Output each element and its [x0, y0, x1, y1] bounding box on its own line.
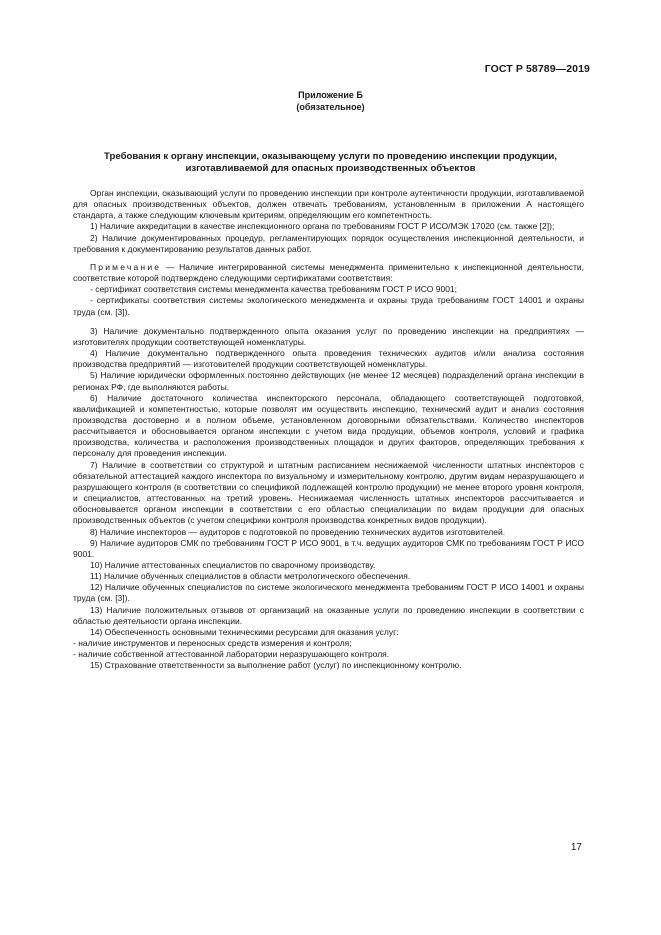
paragraph-15: 15) Страхование ответственности за выполнение работ (услуг) по инспекционному контролю.: [90, 660, 462, 671]
annex-heading: [0, 89, 661, 113]
paragraph-8: 8) Наличие инспекторов — аудиторов с подготовкой по проведению технических аудитов изготовителей.: [90, 526, 506, 537]
paragraph-6: 6) Наличие достаточного количества инспекторского персонала, обладающего соответствующей подготовкой, квалификацией и компетентностью, которые позволят им осуществить инспекцию, технический аудит и анализ состояния производства достоверно и в полном объеме, установленном договорными обязательствами. Количество инспекторов рассчитывается и обосновывается органом инспекции с учетом вида продукции, объемов контроля, условий и графика производства, количества и расположения производственных площадок и других факторов, определяющих требования к персоналу для проведения инспекции.: [73, 392, 584, 459]
paragraph-9: 9) Наличие аудиторов СМК по требованиям ГОСТ Р ИСО 9001, в т.ч. ведущих аудиторов СМК по требованиям ГОСТ Р ИСО 9001.: [73, 537, 584, 559]
paragraph-7: 7) Наличие в соответствии со структурой и штатным расписанием неснижаемой численности штатных инспекторов с обязательной аттестацией каждого инспектора по визуальному и измерительному контролю, другим видам неразрушающего и разрушающего контроля (в соответствии со спецификой подлежащей контролю продукции) не менее второго уровня контроля, и специалистов, аттестованных на третий уровень. Неснижаемая численность штатных инспекторов рассчитывается и обосновывается органом инспекции в соответствии с его областью специализации по видам продукции для опасных производственных объектов (с учетом специфики контроля производства конкретных видов продукции).: [73, 459, 584, 526]
section-title-line-2: изготавливаемой для опасных производственных объектов: [185, 163, 476, 174]
note-label: Примечание: [90, 261, 162, 272]
paragraph-10: 10) Наличие аттестованных специалистов по сварочному производству.: [90, 560, 376, 570]
paragraph-4: 4) Наличие документально подтвержденного опыта проведения технических аудитов и/или анализа состояния производства предприятий — изготовителей продукции соответствующей номенклатуры.: [73, 348, 584, 370]
section-title-line-1: Требования к органу инспекции, оказывающему услуги по проведению инспекции продукции,: [104, 151, 557, 162]
page-number: 17: [570, 842, 582, 853]
annex-title: Приложение Б: [298, 90, 363, 100]
paragraph-12: 12) Наличие обученных специалистов по системе экологического менеджмента требованиям ГОСТ Р ИСО 14001 и охраны труда (см. [3]).: [73, 582, 584, 604]
paragraph-11: 11) Наличие обученных специалистов в области метрологического обеспечения.: [90, 571, 411, 582]
paragraph-intro: Орган инспекции, оказывающий услуги по проведению инспекции при контроле аутентичности продукции, изготавливаемой для опасных производственных объектов, должен отвечать требованиям, установленным в приложении А настоящего стандарта, а также следующим ключевым критериям, определяющим его компетентность.: [73, 188, 584, 221]
annex-status: (обязательное): [296, 102, 365, 112]
paragraph-14-dash-1: - наличие инструментов и переносных средств измерения и контроля;: [73, 638, 352, 649]
note-dash-2: - сертификаты соответствия системы экологического менеджмента и охраны труда требованиям ГОСТ 14001 и охраны труда (см. [3]).: [73, 295, 584, 317]
paragraph-3: 3) Наличие документально подтвержденного опыта оказания услуг по проведению инспекции на предприятиях — изготовителях продукции соответствующей номенклатуры.: [73, 325, 584, 347]
paragraph-1: 1) Наличие аккредитации в качестве инспекционного органа по требованиям ГОСТ Р ИСО/МЭК 17020 (см. также [2]);: [90, 221, 555, 232]
note-paragraph: [73, 262, 584, 284]
paragraph-2: 2) Наличие документированных процедур, регламентирующих порядок осуществления инспекционной деятельности, и требования к документированию результатов данных работ.: [73, 232, 584, 254]
standard-code: ГОСТ Р 58789—2019: [484, 63, 590, 75]
paragraph-5: 5) Наличие юридически оформленных постоянно действующих (не менее 12 месяцев) подразделений органа инспекции в регионах РФ, где выполняются работы.: [73, 370, 584, 392]
note-text: — Наличие интегрированной системы менеджмента применительно к инспекционной деятельности, соответствие которой подтверждено следующими сертификатами соответствия:: [73, 261, 584, 284]
paragraph-13: 13) Наличие положительных отзывов от организаций на оказанные услуги по проведению инспекции в соответствии с областью деятельности органа инспекции.: [73, 604, 584, 626]
document-body: [73, 188, 584, 672]
paragraph-14: 14) Обеспеченность основными техническими ресурсами для оказания услуг:: [90, 626, 399, 637]
note-dash-1: - сертификат соответствия системы менеджмента качества требованиям ГОСТ Р ИСО 9001;: [90, 284, 458, 295]
paragraph-14-dash-2: - наличие собственной аттестованной лаборатории неразрушающего контроля.: [73, 649, 390, 660]
section-title: [80, 151, 581, 175]
